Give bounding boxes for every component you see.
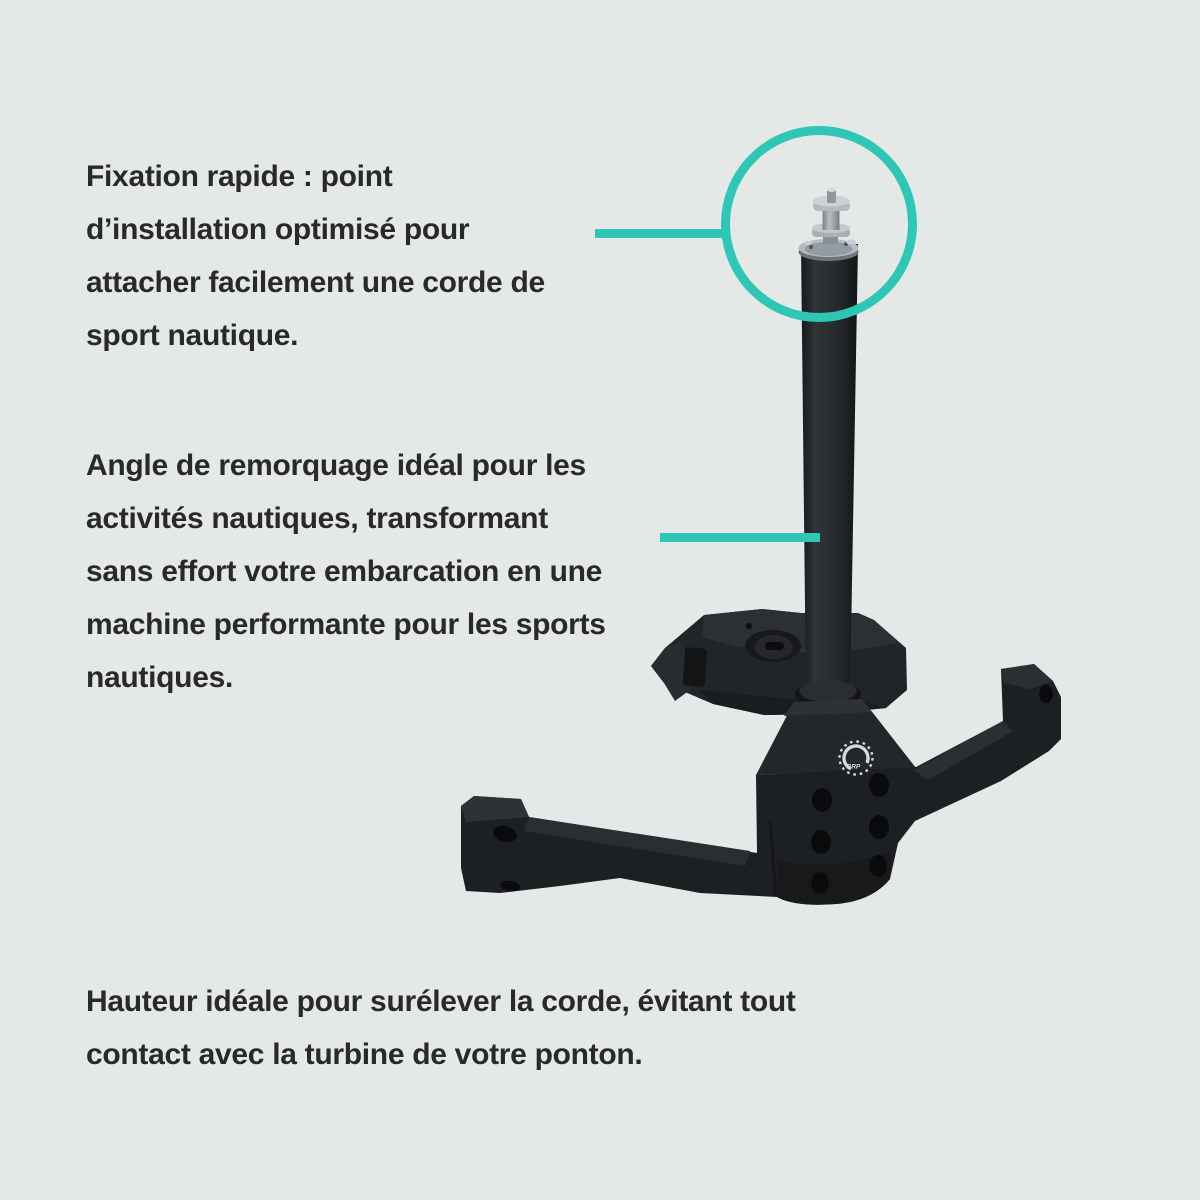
brp-logo-text: BRP: [846, 763, 861, 771]
pylon-mount-bracket: [651, 609, 907, 715]
annotation-line: activités nautiques, transformant: [86, 502, 548, 535]
annotation-line: sport nautique.: [86, 319, 299, 352]
annotation-line: nautiques.: [86, 661, 234, 694]
annotation-line: contact avec la turbine de votre ponton.: [86, 1038, 643, 1071]
bracket-notch: [683, 647, 708, 686]
annotation-line: Fixation rapide : point: [86, 160, 393, 193]
annotation-line: Angle de remorquage idéal pour les: [86, 449, 586, 482]
annotation-height: [86, 975, 796, 1081]
annotation-line: machine performante pour les sports: [86, 608, 606, 641]
callout-line-attachment: [595, 229, 729, 238]
annotation-line: sans effort votre embarcation en une: [86, 555, 603, 588]
callout-line-angle: [660, 533, 820, 542]
annotation-line: d’installation optimisé pour: [86, 213, 470, 246]
annotation-line: attacher facilement une corde de: [86, 266, 545, 299]
highlight-circle: [721, 126, 917, 322]
annotation-line: Hauteur idéale pour surélever la corde, évitant tout: [86, 985, 796, 1018]
